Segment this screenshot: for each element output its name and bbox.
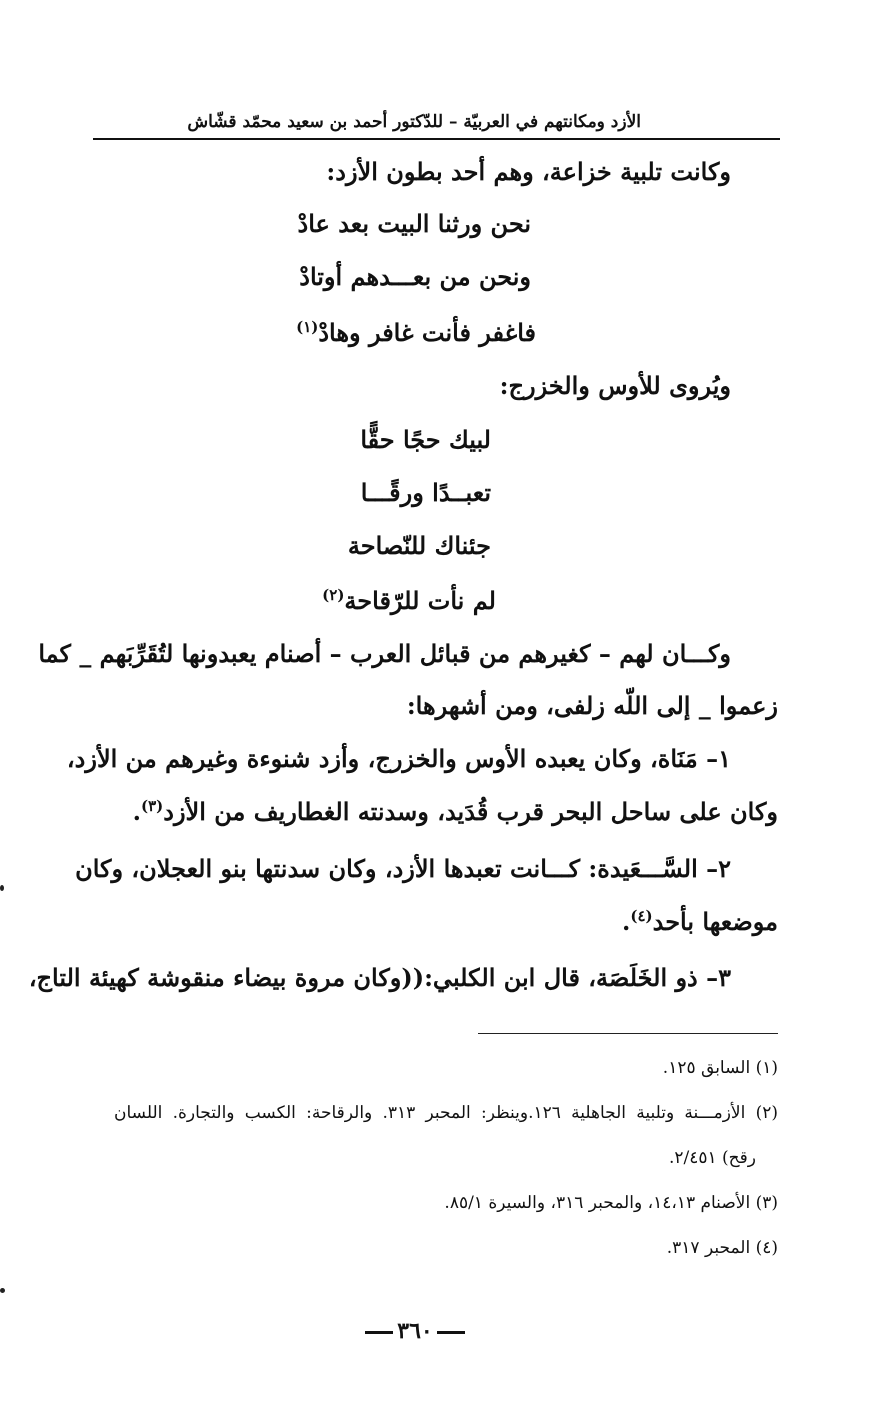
footnote: (٣) الأصنام ١٤،١٣، والمحبر ٣١٦، والسيرة ٨٥/١. bbox=[444, 1193, 778, 1213]
footnote: (١) السابق ١٢٥. bbox=[662, 1058, 778, 1078]
verse-line: ونحن من بعـــدهم أوتادْ bbox=[299, 262, 531, 291]
scan-speck bbox=[0, 885, 4, 891]
verse-line bbox=[322, 586, 496, 616]
footnote: رقح) ٢/٤٥١. bbox=[668, 1148, 756, 1168]
list-item-text: وكان على ساحل البحر قرب قُدَيد، وسدنته الغطاريف من الأزد bbox=[163, 797, 778, 826]
paragraph-line: زعموا _ إلى اللّه زلفى، ومن أشهرها: bbox=[406, 691, 778, 720]
list-item-line: ١– مَنَاة، وكان يعبده الأوس والخزرج، وأزد شنوءة وغيرهم من الأزد، bbox=[66, 744, 731, 773]
list-item-line: ٣– ذو الخَلَصَة، قال ابن الكلبي:((وكان مروة بيضاء منقوشة كهيئة التاج، bbox=[28, 963, 731, 992]
scan-speck bbox=[0, 1288, 5, 1293]
list-item-line: ٢– السَّـــعَيدة: كـــانت تعبدها الأزد، وكان سدنتها بنو العجلان، وكان bbox=[75, 854, 731, 883]
period: . bbox=[621, 907, 631, 936]
footnote-rule bbox=[478, 1033, 778, 1034]
footnote-ref: (٢) bbox=[322, 586, 345, 604]
dash-mark bbox=[437, 1331, 465, 1334]
verse-text: لم نأت للرّقاحة bbox=[344, 586, 496, 615]
verse-line: تعبــدًا ورقًـــا bbox=[360, 478, 491, 507]
list-item-line bbox=[133, 797, 778, 827]
intro-aws: ويُروى للأوس والخزرج: bbox=[499, 371, 731, 400]
paragraph-line: وكـــان لهم – كغيرهم من قبائل العرب – أصنام يعبدونها لتُقَرِّبَهم _ كما bbox=[38, 639, 731, 668]
list-item-text: موضعها بأحد bbox=[652, 907, 778, 936]
dash-mark bbox=[365, 1331, 393, 1334]
footnote: (٢) الأزمـــنة وتلبية الجاهلية ١٢٦.وينظر: المحبر ٣١٣. والرقاحة: الكسب والتجارة. اللسان bbox=[114, 1103, 778, 1123]
verse-line: لبيك حجًا حقًّا bbox=[360, 425, 491, 454]
verse-line bbox=[296, 318, 536, 348]
footnote-ref: (٣) bbox=[140, 797, 164, 815]
header-rule bbox=[93, 138, 780, 140]
footnote-ref: (٤) bbox=[630, 907, 653, 925]
page-number-text: ٣٦٠ bbox=[397, 1318, 433, 1344]
period: . bbox=[132, 797, 141, 826]
intro-khuzaa: وكانت تلبية خزاعة، وهم أحد بطون الأزد: bbox=[326, 157, 731, 186]
verse-line: نحن ورثنا البيت بعد عادْ bbox=[297, 209, 531, 238]
verse-text: فاغفر فأنت غافر وهادْ bbox=[318, 318, 536, 347]
footnote: (٤) المحبر ٣١٧. bbox=[666, 1238, 778, 1258]
page-number bbox=[345, 1318, 485, 1344]
list-item-line bbox=[622, 907, 778, 937]
running-header: الأزد ومكانتهم في العربيّة – للدّكتور أحمد بن سعيد محمّد قشّاش bbox=[187, 112, 641, 132]
verse-line: جئناك للنّصاحة bbox=[347, 531, 491, 560]
footnote-ref: (١) bbox=[296, 318, 319, 336]
